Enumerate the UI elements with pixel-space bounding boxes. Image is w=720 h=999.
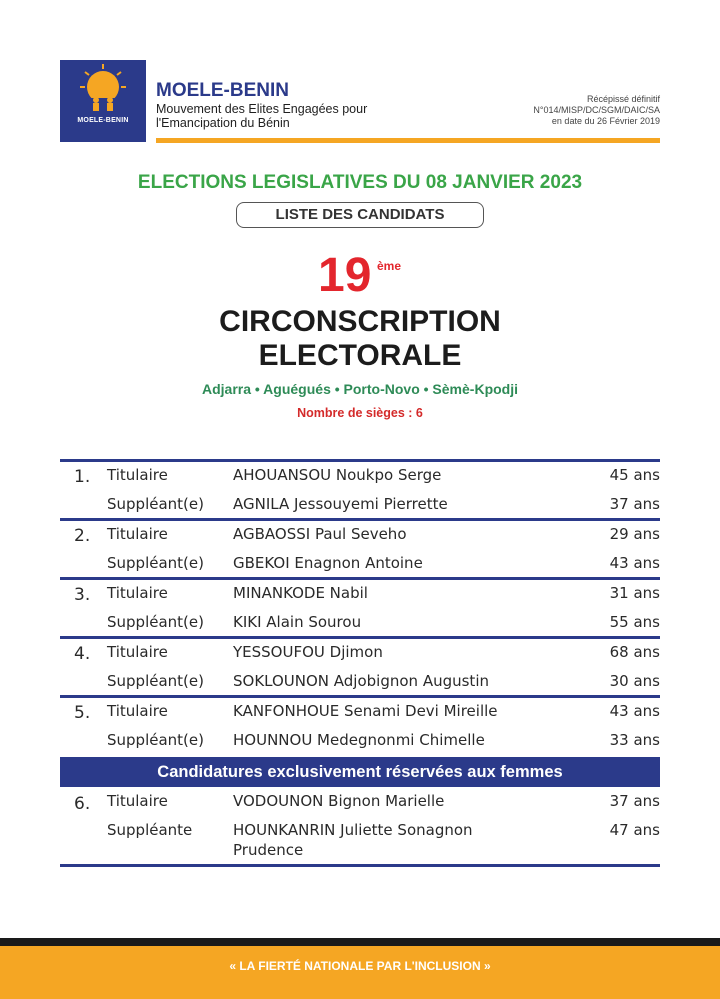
candidate-number: 1.	[74, 467, 91, 487]
candidate-age: 68 ans	[609, 643, 660, 661]
logo-emblem-icon	[60, 60, 146, 142]
role-label: Suppléant(e)	[107, 613, 204, 631]
candidate-number: 6.	[74, 794, 91, 814]
header-divider	[156, 138, 660, 143]
role-label: Suppléante	[107, 821, 193, 839]
org-subtitle-line2: l'Emancipation du Bénin	[156, 116, 290, 130]
candidate-age: 55 ans	[609, 613, 660, 631]
candidate-age: 30 ans	[609, 672, 660, 690]
candidate-number: 5.	[74, 703, 91, 723]
row-divider	[60, 518, 660, 521]
candidate-age: 33 ans	[609, 731, 660, 749]
candidate-age: 47 ans	[609, 821, 660, 839]
candidate-name: KIKI Alain Sourou	[233, 613, 362, 631]
candidate-name: HOUNKANRIN Juliette Sonagnon	[233, 821, 473, 839]
role-label: Titulaire	[107, 584, 168, 602]
role-label: Titulaire	[107, 702, 168, 720]
receipt-line3: en date du 26 Février 2019	[551, 116, 660, 126]
candidate-age: 37 ans	[609, 495, 660, 513]
circonscription-title	[0, 305, 720, 373]
row-divider	[60, 636, 660, 639]
role-label: Titulaire	[107, 643, 168, 661]
role-label: Titulaire	[107, 466, 168, 484]
organization-name: MOELE-BENIN	[156, 80, 289, 101]
candidate-name: AGNILA Jessouyemi Pierrette	[233, 495, 448, 513]
receipt-line1: Récépissé définitif	[586, 94, 660, 104]
role-label: Titulaire	[107, 525, 168, 543]
row-divider	[60, 577, 660, 580]
candidate-number: 3.	[74, 585, 91, 605]
table-bottom-rule	[60, 864, 660, 867]
footer-slogan: « LA FIERTÉ NATIONALE PAR L'INCLUSION »	[0, 946, 720, 999]
row-divider	[60, 695, 660, 698]
candidate-age: 31 ans	[609, 584, 660, 602]
circonscription-number: 19	[318, 249, 372, 302]
candidate-number: 4.	[74, 644, 91, 664]
receipt-info	[533, 94, 660, 127]
candidate-name: AHOUANSOU Noukpo Serge	[233, 466, 442, 484]
candidate-age: 43 ans	[609, 554, 660, 572]
candidate-name-continued: Prudence	[233, 841, 304, 859]
candidate-age: 29 ans	[609, 525, 660, 543]
table-top-rule	[60, 459, 660, 462]
organization-subtitle	[156, 102, 416, 130]
candidate-name: GBEKOI Enagnon Antoine	[233, 554, 423, 572]
party-logo	[60, 60, 146, 142]
candidate-name: YESSOUFOU Djimon	[233, 643, 383, 661]
candidate-name: HOUNNOU Medegnonmi Chimelle	[233, 731, 485, 749]
candidate-name: VODOUNON Bignon Marielle	[233, 792, 445, 810]
candidate-age: 43 ans	[609, 702, 660, 720]
candidate-name: MINANKODE Nabil	[233, 584, 368, 602]
candidate-age: 37 ans	[609, 792, 660, 810]
candidate-age: 45 ans	[609, 466, 660, 484]
logo-text: MOELE-BENIN	[77, 117, 129, 124]
role-label: Suppléant(e)	[107, 672, 204, 690]
candidate-name: SOKLOUNON Adjobignon Augustin	[233, 672, 489, 690]
role-label: Suppléant(e)	[107, 495, 204, 513]
communes-list: Adjarra • Aguégués • Porto-Novo • Sèmè-Kpodji	[202, 381, 518, 397]
candidate-name: KANFONHOUE Senami Devi Mireille	[233, 702, 498, 720]
role-label: Titulaire	[107, 792, 168, 810]
role-label: Suppléant(e)	[107, 731, 204, 749]
elections-title: ELECTIONS LEGISLATIVES DU 08 JANVIER 2023	[137, 172, 583, 193]
role-label: Suppléant(e)	[107, 554, 204, 572]
org-subtitle-line1: Mouvement des Elites Engagées pour	[156, 102, 368, 116]
receipt-line2: N°014/MISP/DC/SGM/DAIC/SA	[533, 105, 660, 115]
seats-count: Nombre de sièges : 6	[297, 406, 423, 420]
circ-title-line1: CIRCONSCRIPTION	[219, 305, 501, 338]
candidate-name: AGBAOSSI Paul Seveho	[233, 525, 407, 543]
women-section-header: Candidatures exclusivement réservées aux femmes	[60, 757, 660, 787]
circ-title-line2: ELECTORALE	[258, 339, 462, 372]
circonscription-suffix: ème	[377, 259, 402, 273]
list-label: LISTE DES CANDIDATS	[236, 202, 484, 228]
footer-black-band	[0, 938, 720, 946]
candidate-number: 2.	[74, 526, 91, 546]
